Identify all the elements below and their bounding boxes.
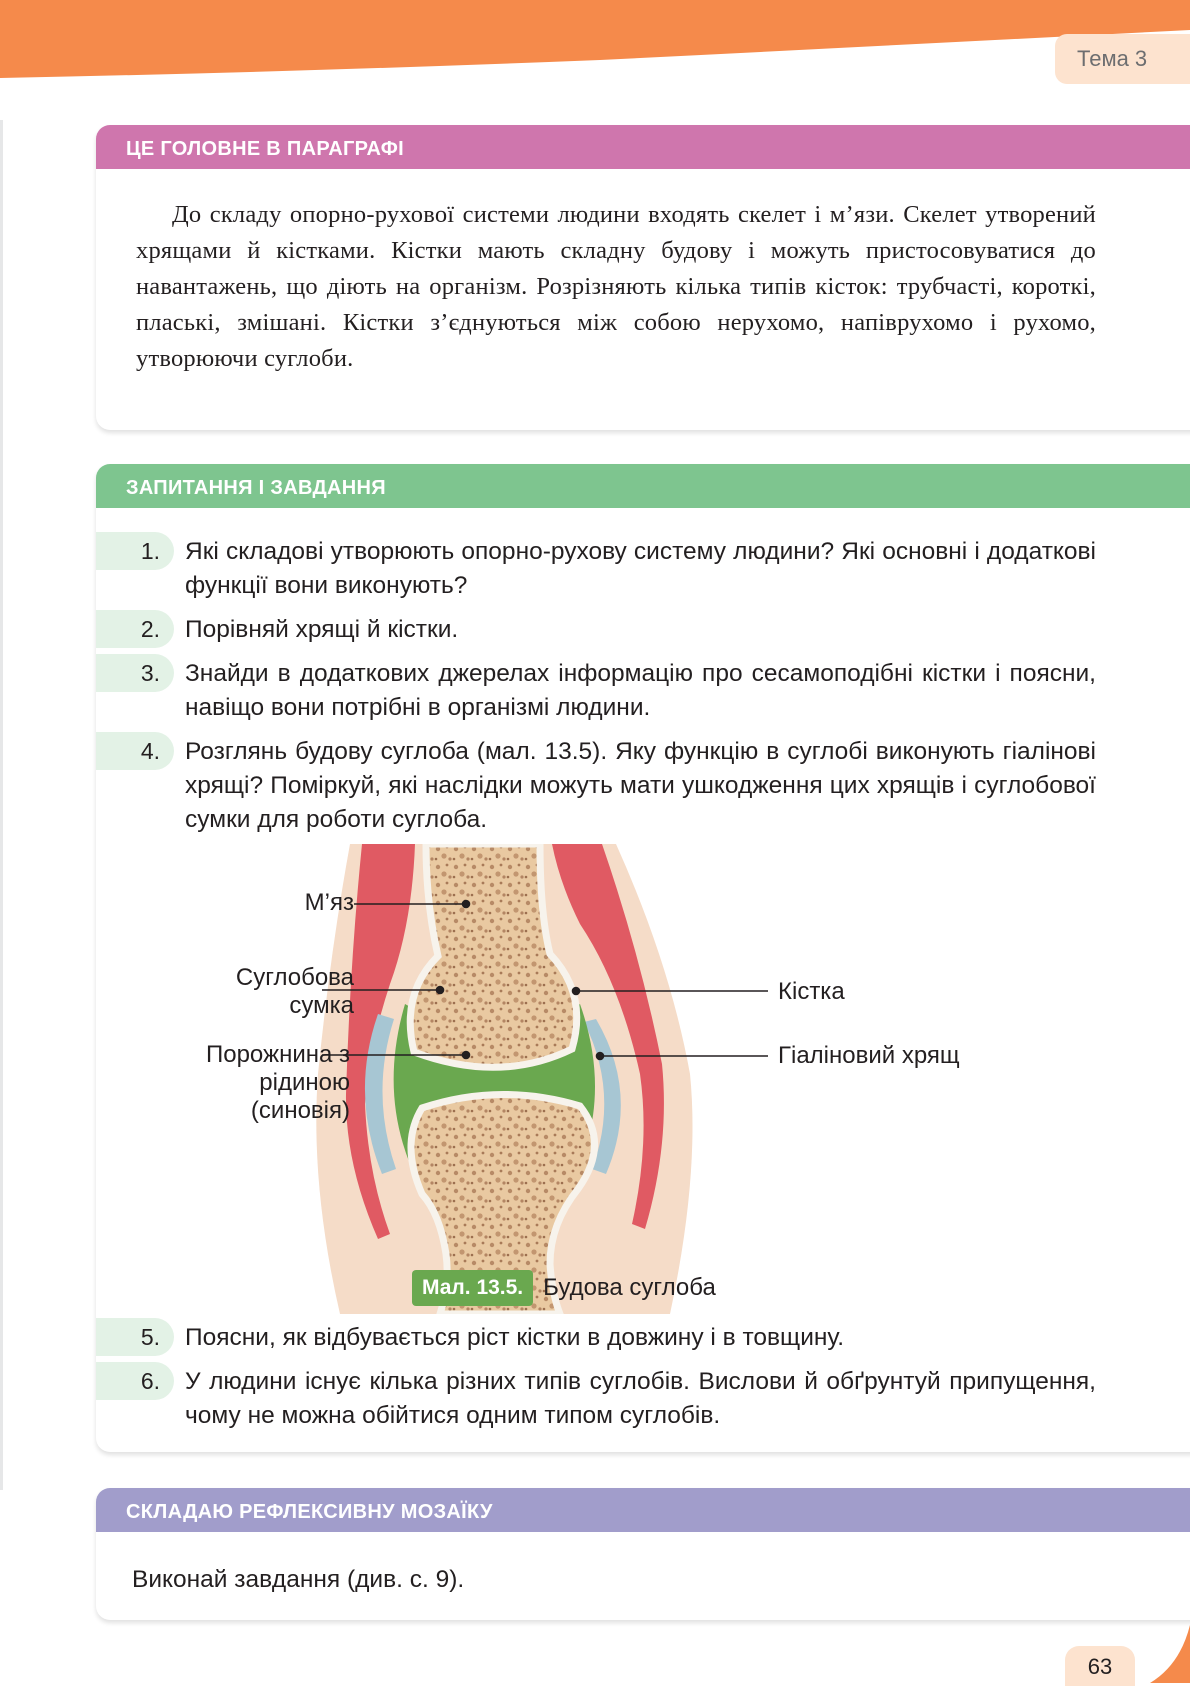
joint-figure bbox=[200, 844, 1100, 1314]
questions-section-title: ЗАПИТАННЯ І ЗАВДАННЯ bbox=[96, 464, 1190, 508]
question-number: 5. bbox=[96, 1318, 174, 1356]
question-text: У людини існує кілька різних типів суглобів. Вислови й обґрунтуй припущення, чому не можна обійтися одним типом суглобів. bbox=[185, 1368, 1096, 1429]
question-number: 4. bbox=[96, 732, 174, 770]
question-text: Порівняй хрящі й кістки. bbox=[185, 616, 459, 643]
summary-section-title: ЦЕ ГОЛОВНЕ В ПАРАГРАФІ bbox=[96, 125, 1190, 169]
label-cavity: Порожнина з рідиною (синовія) bbox=[205, 1041, 350, 1124]
question-number: 2. bbox=[96, 610, 174, 648]
question-text: Які складові утворюють опорно-рухову систему людини? Які основні і додаткові функції вони виконують? bbox=[185, 538, 1096, 599]
question-text: Поясни, як відбувається ріст кістки в довжину і в товщину. bbox=[185, 1324, 845, 1351]
header-band bbox=[0, 0, 1190, 80]
question-number: 3. bbox=[96, 654, 174, 692]
figure-caption-text: Будова суглоба bbox=[543, 1274, 716, 1301]
mosaic-section-title: СКЛАДАЮ РЕФЛЕКСИВНУ МОЗАЇКУ bbox=[96, 1488, 1190, 1532]
theme-tab: Тема 3 bbox=[1055, 34, 1190, 84]
questions-section bbox=[96, 464, 1190, 1452]
figure-number-tag: Мал. 13.5. bbox=[412, 1270, 533, 1306]
corner-decoration bbox=[1150, 1625, 1190, 1683]
label-cartilage: Гіаліновий хрящ bbox=[778, 1042, 960, 1069]
question-text: Знайди в додаткових джерелах інформацію про сесамоподібні кістки і поясни, навіщо вони потрібні в організмі людини. bbox=[185, 660, 1096, 721]
summary-section bbox=[96, 125, 1190, 430]
figure-caption bbox=[412, 1270, 716, 1306]
label-bone: Кістка bbox=[778, 978, 845, 1005]
left-margin-rule bbox=[0, 120, 3, 1490]
question-text: Розглянь будову суглоба (мал. 13.5). Яку функцію в суглобі виконують гіалінові хрящі? Поміркуй, які наслідки можуть мати ушкодження цих хрящів і суглобової сумки для роботи суглоба. bbox=[185, 738, 1096, 833]
summary-text: До складу опорно-рухової системи людини входять скелет і м’язи. Скелет утворений хрящами й кістками. Кістки мають складну будову і можуть пристосовуватися до навантажень, що діють на організм. Розрізняють кілька типів кісток: трубчасті, короткі, плаські, змішані. Кістки з’єднуються між собою нерухомо, напіврухомо і рухомо, утворюючи суглоби. bbox=[136, 201, 1096, 372]
question-number: 6. bbox=[96, 1362, 174, 1400]
page-number: 63 bbox=[1065, 1646, 1135, 1686]
label-capsule: Суглобова сумка bbox=[235, 964, 354, 1019]
question-number: 1. bbox=[96, 532, 174, 570]
label-muscle: М’яз bbox=[304, 889, 354, 916]
mosaic-section bbox=[96, 1488, 1190, 1620]
mosaic-text: Виконай завдання (див. с. 9). bbox=[132, 1566, 465, 1593]
